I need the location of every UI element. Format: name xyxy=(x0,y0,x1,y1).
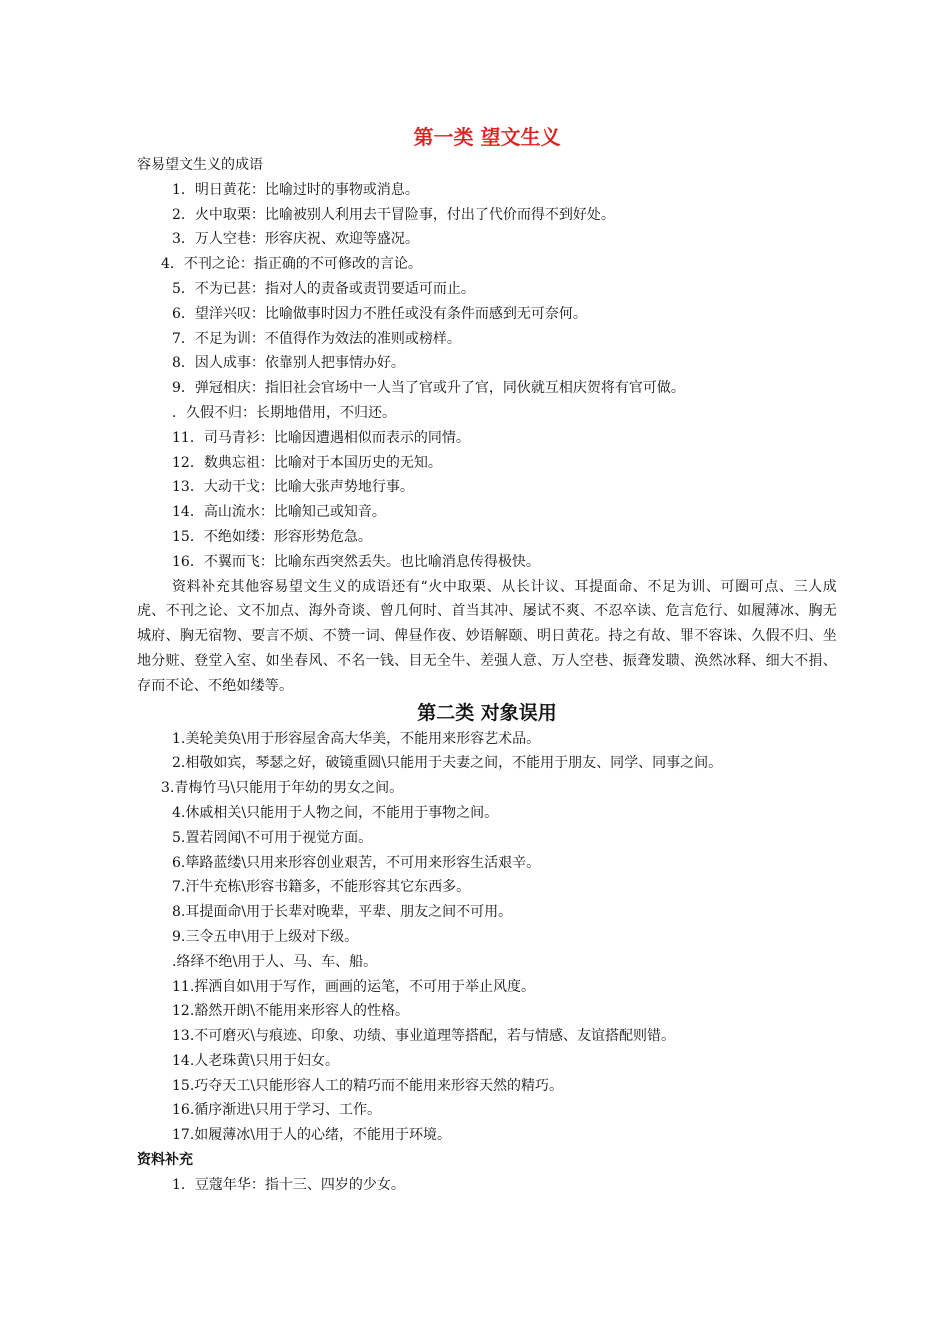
list-item: 15．不绝如缕：形容形势危急。 xyxy=(172,528,372,545)
section2-title: 第二类 对象误用 xyxy=(417,701,557,724)
list-item: 5.置若罔闻\不可用于视觉方面。 xyxy=(172,829,373,846)
list-item: 6．望洋兴叹：比喻做事时因力不胜任或没有条件而感到无可奈何。 xyxy=(172,305,587,322)
section1-subtitle: 容易望文生义的成语 xyxy=(137,157,263,173)
list-item: 1．豆蔻年华：指十三、四岁的少女。 xyxy=(172,1176,405,1193)
section2-list xyxy=(137,727,837,1149)
list-item: 1.美轮美奂\用于形容屋舍高大华美，不能用来形容艺术品。 xyxy=(172,730,541,747)
list-item: 2．火中取栗：比喻被别人利用去干冒险事，付出了代价而得不到好处。 xyxy=(172,206,615,223)
list-item: 12.豁然开朗\不能用来形容人的性格。 xyxy=(172,1003,409,1020)
section1-list xyxy=(137,178,837,575)
list-item: 7.汗牛充栋\形容书籍多，不能形容其它东西多。 xyxy=(172,879,471,896)
section1-title: 第一类 望文生义 xyxy=(413,125,561,149)
list-item: 16．不翼而飞：比喻东西突然丢失。也比喻消息传得极快。 xyxy=(172,553,540,570)
list-item: ．久假不归：长期地借用，不归还。 xyxy=(172,404,396,421)
list-item: 2.相敬如宾，琴瑟之好，破镜重圆\只能用于夫妻之间，不能用于朋友、同学、同事之间。 xyxy=(172,755,723,772)
list-item: 4.休戚相关\只能用于人物之间，不能用于事物之间。 xyxy=(172,804,499,821)
list-item: .络绎不绝\用于人、马、车、船。 xyxy=(172,953,378,970)
list-item: 9.三令五申\用于上级对下级。 xyxy=(172,928,359,945)
list-item: 9．弹冠相庆：指旧社会官场中一人当了官或升了官，同伙就互相庆贺将有官可做。 xyxy=(172,380,685,397)
list-item: 3．万人空巷：形容庆祝、欢迎等盛况。 xyxy=(172,231,419,248)
list-item: 13.不可磨灭\与痕迹、印象、功绩、事业道理等搭配，若与情感、友谊搭配则错。 xyxy=(172,1028,675,1045)
list-item: 13．大动干戈：比喻大张声势地行事。 xyxy=(172,479,414,496)
list-item: 1．明日黄花：比喻过时的事物或消息。 xyxy=(172,181,419,198)
list-item: 11.挥洒自如\用于写作，画画的运笔，不可用于举止风度。 xyxy=(172,978,535,995)
list-item: 14.人老珠黄\只用于妇女。 xyxy=(172,1052,339,1069)
list-item: 5．不为已甚：指对人的责备或责罚要适可而止。 xyxy=(172,280,475,297)
document-body xyxy=(137,121,837,1198)
list-item: 3.青梅竹马\只能用于年幼的男女之间。 xyxy=(161,780,404,797)
list-item: 7．不足为训：不值得作为效法的准则或榜样。 xyxy=(172,330,461,347)
list-item: 8.耳提面命\用于长辈对晚辈，平辈、朋友之间不可用。 xyxy=(172,904,513,921)
list-item: 12．数典忘祖：比喻对于本国历史的无知。 xyxy=(172,454,442,471)
list-item: 11．司马青衫：比喻因遭遇相似而表示的同情。 xyxy=(172,429,470,446)
section1-supplement-paragraph: 资料补充其他容易望文生义的成语还有“火中取栗、从长计议、耳提面命、不足为训、可圈可点、三人成虎、不刊之论、文不加点、海外奇谈、曾几何时、首当其冲、屡试不爽、不忍卒读、危言危行、如履薄冰、胸无城府、胸无宿物、要言不烦、不赞一词、俾昼作夜、妙语解颐、明日黄花。持之有故、罪不容诛、久假不归、坐地分赃、登堂入室、如坐春风、不名一钱、目无全牛、差强人意、万人空巷、振聋发聩、涣然冰释、细大不捐、存而不论、不绝如缕等。 xyxy=(137,578,837,694)
list-item: 6.筚路蓝缕\只用来形容创业艰苦，不可用来形容生活艰辛。 xyxy=(172,854,541,871)
list-item: 16.循序渐进\只用于学习、工作。 xyxy=(172,1102,381,1119)
section3-title: 资料补充 xyxy=(137,1152,193,1169)
list-item: 8．因人成事：依靠别人把事情办好。 xyxy=(172,355,405,372)
list-item: 17.如履薄冰\用于人的心绪，不能用于环境。 xyxy=(172,1127,451,1144)
list-item: 15.巧夺天工\只能形容人工的精巧而不能用来形容天然的精巧。 xyxy=(172,1077,563,1094)
list-item: 14．高山流水：比喻知己或知音。 xyxy=(172,504,386,521)
list-item: 4．不刊之论：指正确的不可修改的言论。 xyxy=(161,256,422,273)
